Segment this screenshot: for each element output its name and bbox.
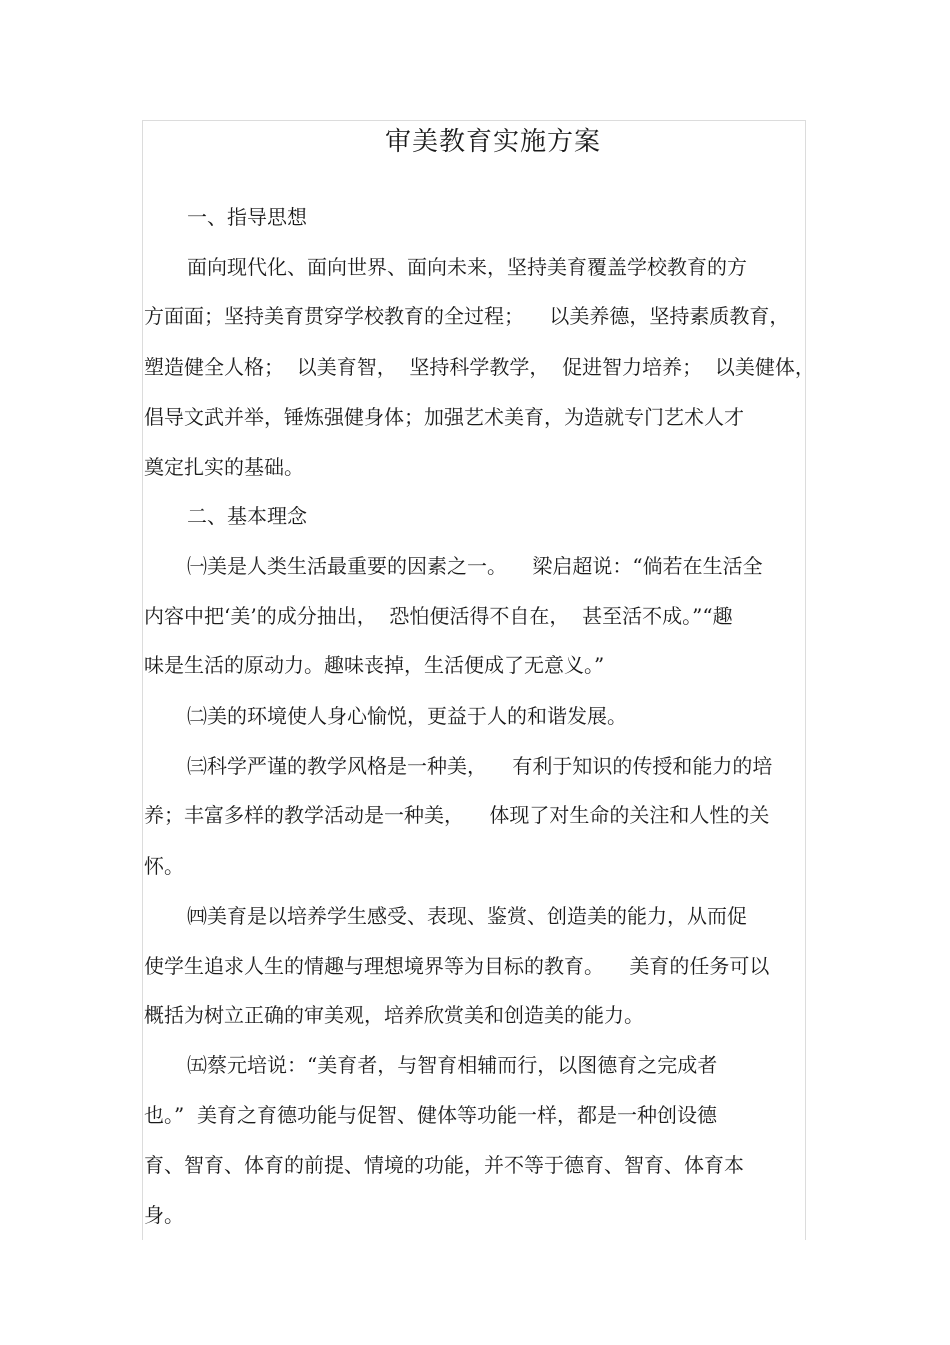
text-line: ㈢科学严谨的教学风格是一种美， 有利于知识的传授和能力的培 <box>187 754 773 778</box>
document-title: 审美教育实施方案 <box>384 127 601 157</box>
text-line: 塑造健全人格； 以美育智， 坚持科学教学， 促进智力培养； 以美健体， <box>144 355 815 379</box>
text-line: 育、智育、体育的前提、情境的功能，并不等于德育、智育、体育本 <box>144 1153 744 1177</box>
text-line: 也。” 美育之育德功能与促智、健体等功能一样，都是一种创设德 <box>144 1103 717 1127</box>
text-line: ㈠美是人类生活最重要的因素之一。 梁启超说：“倘若在生活全 <box>187 554 763 578</box>
text-line: 奠定扎实的基础。 <box>144 455 304 479</box>
section-heading-guiding-ideology: 一、指导思想 <box>187 205 307 229</box>
text-line: 方面面；坚持美育贯穿学校教育的全过程； 以美养德，坚持素质教育， <box>144 304 790 328</box>
text-line: 身。 <box>144 1203 184 1227</box>
text-line: 味是生活的原动力。趣味丧掉，生活便成了无意义。” <box>144 653 605 677</box>
text-line: 概括为树立正确的审美观，培养欣赏美和创造美的能力。 <box>144 1003 644 1027</box>
text-line: 怀。 <box>144 854 184 878</box>
text-line: 内容中把‘美’的成分抽出， 恐怕便活得不自在， 甚至活不成。”“趣 <box>144 604 733 628</box>
section-heading-basic-concepts: 二、基本理念 <box>187 504 307 528</box>
text-line: ㈤蔡元培说：“美育者，与智育相辅而行，以图德育之完成者 <box>187 1053 718 1077</box>
text-line: 使学生追求人生的情趣与理想境界等为目标的教育。 美育的任务可以 <box>144 954 770 978</box>
text-line: 养；丰富多样的教学活动是一种美， 体现了对生命的关注和人性的关 <box>144 803 770 827</box>
text-line: ㈡美的环境使人身心愉悦，更益于人的和谐发展。 <box>187 704 627 728</box>
text-line: ㈣美育是以培养学生感受、表现、鉴赏、创造美的能力，从而促 <box>187 904 747 928</box>
text-line: 面向现代化、面向世界、面向未来，坚持美育覆盖学校教育的方 <box>187 255 747 279</box>
text-line: 倡导文武并举，锤炼强健身体；加强艺术美育，为造就专门艺术人才 <box>144 405 744 429</box>
